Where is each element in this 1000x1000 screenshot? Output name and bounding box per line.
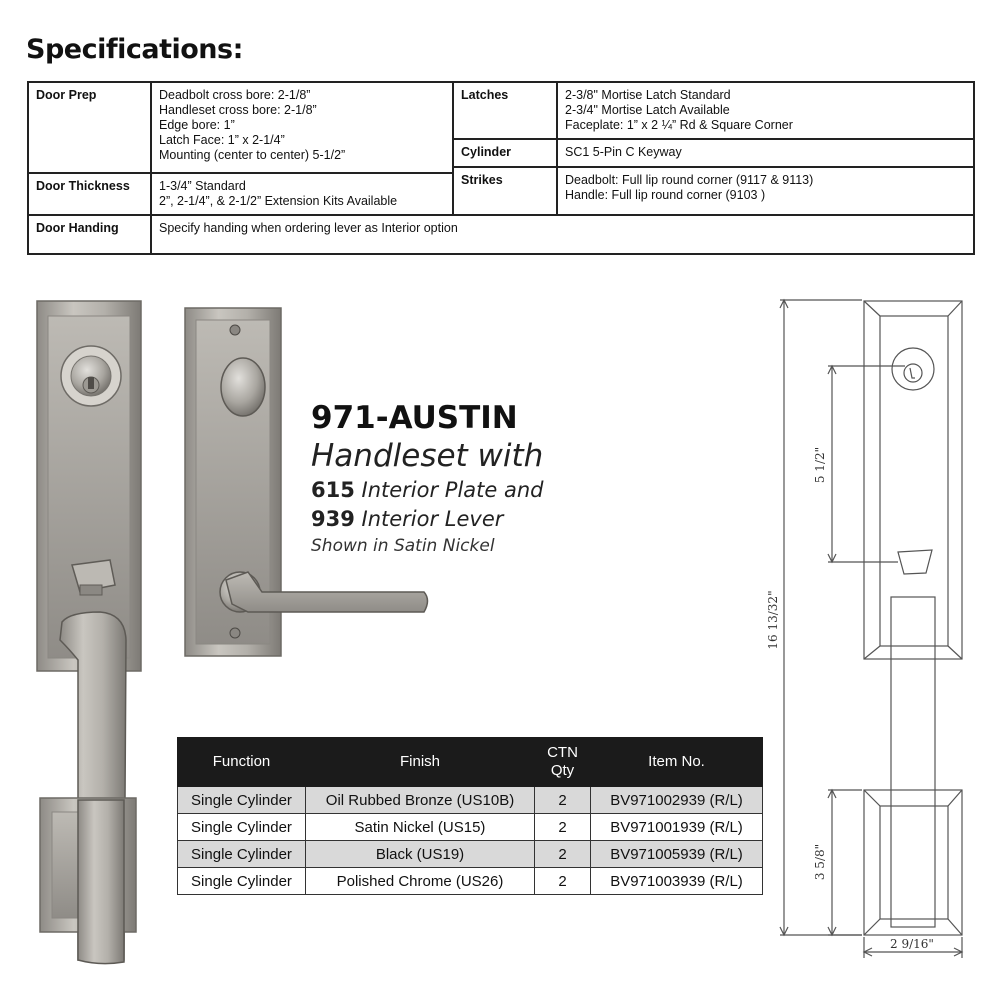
spec-label-cylinder: Cylinder — [453, 139, 557, 167]
cell-function: Single Cylinder — [178, 841, 306, 868]
spec-line: SC1 5-Pin C Keyway — [565, 145, 682, 159]
spec-line: 2”, 2-1/4”, & 2-1/2” Extension Kits Available — [159, 194, 398, 208]
drawing-upper-plate — [864, 301, 962, 659]
cell-function: Single Cylinder — [178, 868, 306, 895]
col-ctn-qty: CTN Qty — [535, 738, 591, 787]
spec-label-door-prep: Door Prep — [28, 82, 151, 173]
cell-function: Single Cylinder — [178, 787, 306, 814]
spec-line: Handle: Full lip round corner (9103 ) — [565, 188, 766, 202]
col-function: Function — [178, 738, 306, 787]
cell-function: Single Cylinder — [178, 814, 306, 841]
product-finish-note: Shown in Satin Nickel — [311, 536, 495, 556]
spec-line: Faceplate: 1” x 2 ¼” Rd & Square Corner — [565, 118, 793, 132]
dim-label-mounting: 5 1/2" — [813, 446, 827, 484]
dim-label-height: 16 13/32" — [766, 590, 780, 650]
product-model: 971-AUSTIN — [311, 400, 518, 436]
cell-item: BV971001939 (R/L) — [591, 814, 763, 841]
plate-text: Interior Plate and — [354, 478, 544, 502]
drawing-thumbpiece — [898, 550, 932, 574]
spec-label-door-thickness: Door Thickness — [28, 173, 151, 215]
cell-item: BV971002939 (R/L) — [591, 787, 763, 814]
spec-line: Latch Face: 1” x 2-1/4” — [159, 133, 285, 147]
col-item-no: Item No. — [591, 738, 763, 787]
spec-line: Specify handing when ordering lever as Interior option — [159, 221, 458, 235]
dim-label-lower: 3 5/8" — [813, 843, 827, 881]
cell-qty: 2 — [535, 814, 591, 841]
spec-line: Edge bore: 1” — [159, 118, 235, 132]
product-line1: Handleset with — [311, 438, 544, 474]
spec-line: Mounting (center to center) 5-1/2” — [159, 148, 346, 162]
spec-line: Deadbolt cross bore: 2-1/8” — [159, 88, 311, 102]
drawing-deadbolt — [892, 348, 934, 390]
cell-finish: Satin Nickel (US15) — [306, 814, 535, 841]
cell-qty: 2 — [535, 787, 591, 814]
spec-line: 1-3/4” Standard — [159, 179, 246, 193]
spec-line: 2-3/8" Mortise Latch Standard — [565, 88, 731, 102]
col-finish: Finish — [306, 738, 535, 787]
dim-label-width: 2 9/16" — [890, 937, 934, 951]
cell-item: BV971003939 (R/L) — [591, 868, 763, 895]
lever-text: Interior Lever — [354, 507, 504, 531]
cell-item: BV971005939 (R/L) — [591, 841, 763, 868]
spec-line: 2-3/4" Mortise Latch Available — [565, 103, 730, 117]
plate-number: 615 — [311, 478, 355, 502]
cell-finish: Black (US19) — [306, 841, 535, 868]
spec-label-door-handing: Door Handing — [28, 215, 151, 254]
drawing-lower-plate — [864, 790, 962, 935]
spec-label-latches: Latches — [453, 82, 557, 139]
page-title: Specifications: — [26, 34, 243, 65]
lever-number: 939 — [311, 507, 355, 531]
spec-line: Deadbolt: Full lip round corner (9117 & 9113) — [565, 173, 814, 187]
cell-finish: Oil Rubbed Bronze (US10B) — [306, 787, 535, 814]
cell-qty: 2 — [535, 841, 591, 868]
cell-finish: Polished Chrome (US26) — [306, 868, 535, 895]
spec-line: Handleset cross bore: 2-1/8” — [159, 103, 317, 117]
spec-label-strikes: Strikes — [453, 167, 557, 215]
cell-qty: 2 — [535, 868, 591, 895]
